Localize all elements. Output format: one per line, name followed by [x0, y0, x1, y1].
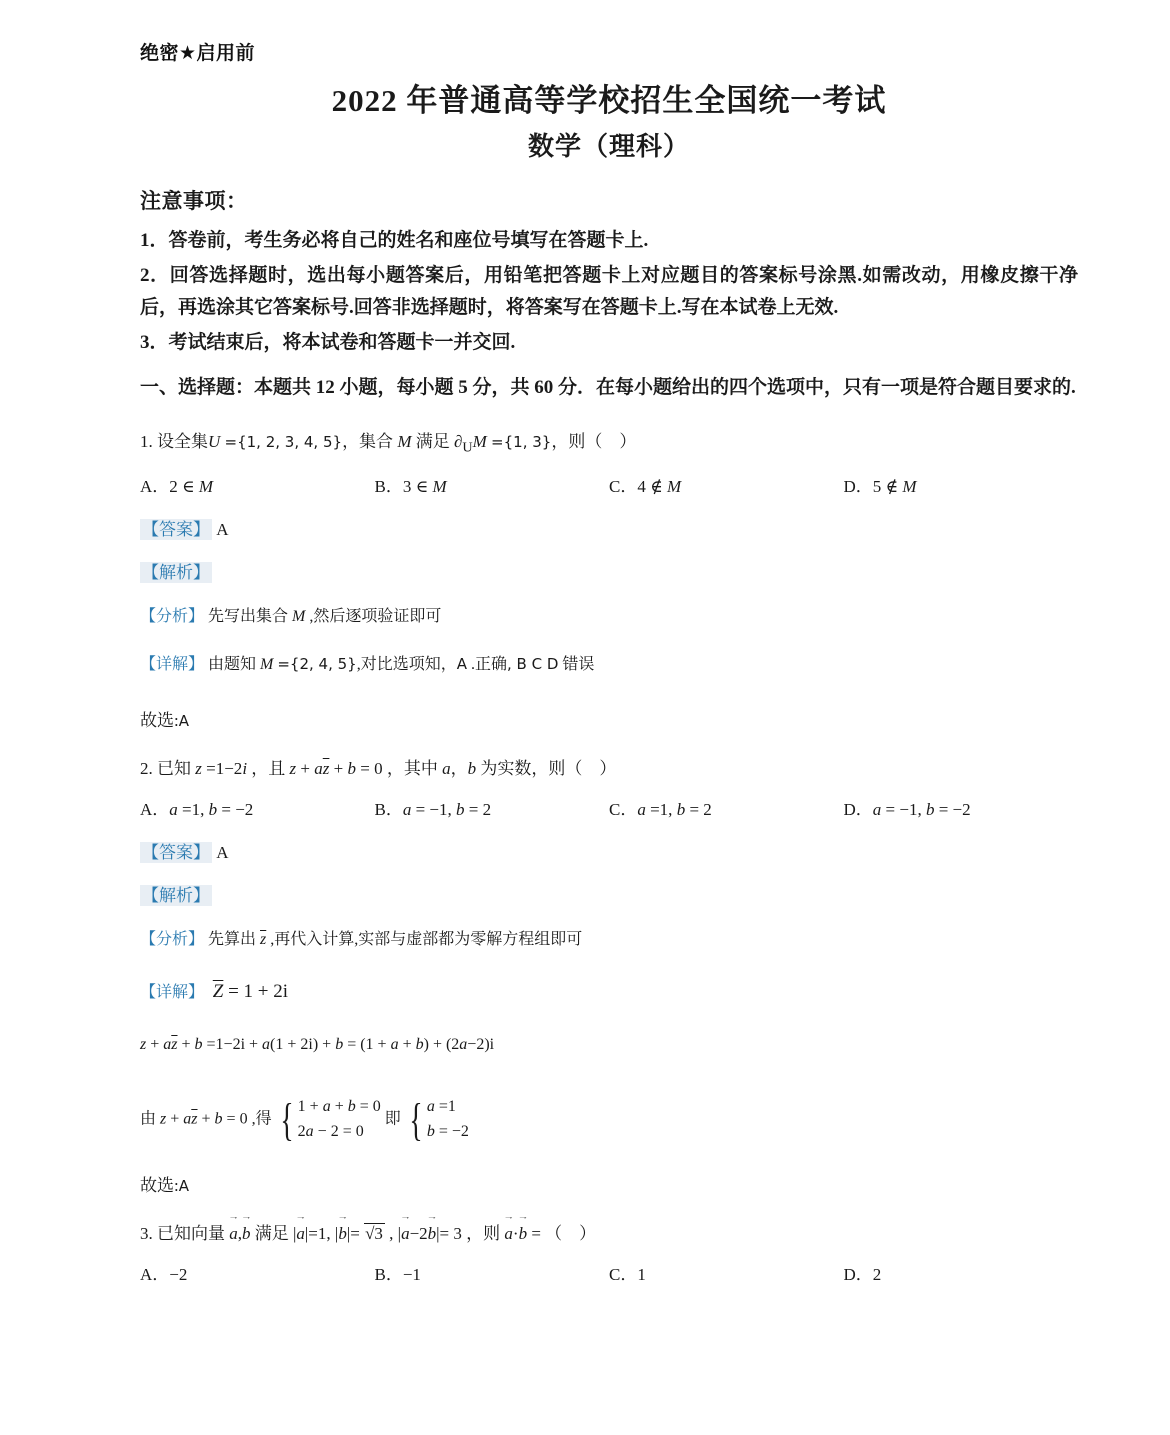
detail-text: 由题知 M ={2, 4, 5},对比选项知，A .正确, B C D 错误	[208, 655, 595, 674]
explain-tag: 【解析】	[142, 562, 210, 582]
system-2-row-2: b = −2	[426, 1123, 469, 1141]
system-join: 即	[384, 1110, 401, 1128]
notice-item-3: 3．考试结束后，将本试卷和答题卡一并交回.	[140, 332, 516, 354]
question-1-answer	[140, 515, 1078, 540]
system-1-row-1: 1 + a + b = 0	[297, 1098, 381, 1116]
system-1	[276, 1095, 381, 1145]
question-2-pick	[140, 1171, 1078, 1196]
question-2-option-a[interactable]: A．a =1, b = −2	[140, 800, 254, 820]
question-3-option-a[interactable]: A．−2	[140, 1265, 188, 1285]
system-2	[405, 1095, 469, 1145]
question-3-options	[140, 1260, 1078, 1285]
pick-value: A	[178, 1177, 189, 1196]
notice-heading: 注意事项：	[140, 189, 248, 213]
question-2-number: 2.	[140, 759, 153, 779]
analysis-tag: 【分析】	[140, 607, 205, 625]
question-2-answer	[140, 838, 1078, 863]
question-2-system-line	[140, 1095, 1078, 1145]
question-3-stem	[140, 1218, 1078, 1250]
question-3-text: 已知向量 a →,b → 满足 |a →|=1, |b →|= √3 , |a →−2b →|= 3 ，则 a →·b → = （ ）	[157, 1224, 596, 1243]
system-2-row-1: a =1	[426, 1098, 456, 1116]
question-2-text: 已知 z =1−2i ，且 $z + a\overline{z} + b = 0$ ，其中 a，b 为实数，则（ ）	[157, 759, 617, 779]
question-1-option-b[interactable]: B．3 ∈ M	[374, 476, 447, 496]
question-1-detail	[140, 651, 1078, 680]
question-2-option-c[interactable]: C．a =1, b = 2	[609, 800, 712, 820]
analysis-tag: 【分析】	[140, 931, 205, 949]
answer-tag: 【答案】	[142, 519, 210, 539]
question-3-option-c[interactable]: C．1	[609, 1265, 646, 1285]
detail-math: $\overline{Z} = 1 + 2i$	[212, 981, 289, 1003]
page-title: 2022 年普通高等学校招生全国统一考试	[331, 83, 887, 118]
question-2-stem	[140, 753, 1078, 785]
system-1-row-2: 2a − 2 = 0	[297, 1123, 364, 1141]
explain-tag: 【解析】	[142, 886, 210, 906]
question-2-option-b[interactable]: B．a = −1, b = 2	[374, 800, 492, 820]
analysis-text: 先写出集合 M ,然后逐项验证即可	[208, 607, 442, 625]
detail-tag: 【详解】	[140, 656, 205, 674]
question-3-option-b[interactable]: B．−1	[374, 1265, 421, 1285]
question-1-text: 设全集U ={1, 2, 3, 4, 5}，集合 M 满足 $\partial_UM =\{1$, 3}，则（ ）	[157, 432, 637, 456]
question-1-pick	[140, 706, 1078, 731]
question-2-detail	[140, 975, 1078, 1009]
pick-value: A	[178, 712, 189, 731]
question-1-stem	[140, 426, 1078, 461]
page-subtitle: 数学（理科）	[527, 132, 690, 161]
question-2-options	[140, 795, 1078, 820]
question-1-option-d[interactable]: D．5 ∉ M	[843, 476, 917, 496]
question-1-number: 1.	[140, 432, 153, 452]
answer-value: A	[216, 843, 229, 863]
question-2-analysis	[140, 926, 1078, 955]
detail-tag: 【详解】	[140, 984, 205, 1002]
question-1-analysis	[140, 603, 1078, 632]
question-2-explain-tag-row	[140, 881, 1078, 906]
analysis-text: 先算出 $\overline{z}$ ,再代入计算,实部与虚部都为零解方程组即可	[208, 931, 583, 949]
pick-label: 故选:	[140, 1176, 179, 1196]
brace-icon: {	[409, 1093, 423, 1145]
answer-tag: 【答案】	[142, 843, 210, 863]
question-2-option-d[interactable]: D．a = −1, b = −2	[843, 800, 971, 820]
question-3-option-d[interactable]: D．2	[843, 1265, 882, 1285]
brace-icon: {	[279, 1093, 294, 1145]
question-3-number: 3.	[140, 1224, 153, 1244]
question-1-option-a[interactable]: A．2 ∈ M	[140, 476, 214, 496]
answer-value: A	[216, 519, 229, 539]
secret-mark: 绝密★启用前	[140, 42, 256, 64]
question-1-option-c[interactable]: C．4 ∉ M	[609, 476, 682, 496]
question-1-options	[140, 472, 1078, 497]
notice-item-1: 1．答卷前，考生务必将自己的姓名和座位号填写在答题卡上.	[140, 230, 649, 251]
system-prefix: 由 $z + a\overline{z} + b = 0$ ,得	[140, 1110, 272, 1128]
question-1-explain-tag-row	[140, 558, 1078, 583]
section-label: 一、选择题：本题共 12 小题，每小题 5 分，共 60 分．在每小题给出的四个选项中，只有一项是符合题目要求的.	[140, 377, 1076, 399]
notice-item-2: 2．回答选择题时，选出每小题答案后，用铅笔把答题卡上对应题目的答案标号涂黑.如需改动，用橡皮擦干净后，再选涂其它答案标号.回答非选择题时，将答案写在答题卡上.写在本试卷上无效.	[140, 265, 1078, 318]
pick-label: 故选:	[140, 711, 179, 731]
question-2-line-2: $z + a\overline{z} + b =1-2i + a(1 + 2i) + b = (1 + a + b) + (2a-2)i$	[140, 1036, 495, 1054]
